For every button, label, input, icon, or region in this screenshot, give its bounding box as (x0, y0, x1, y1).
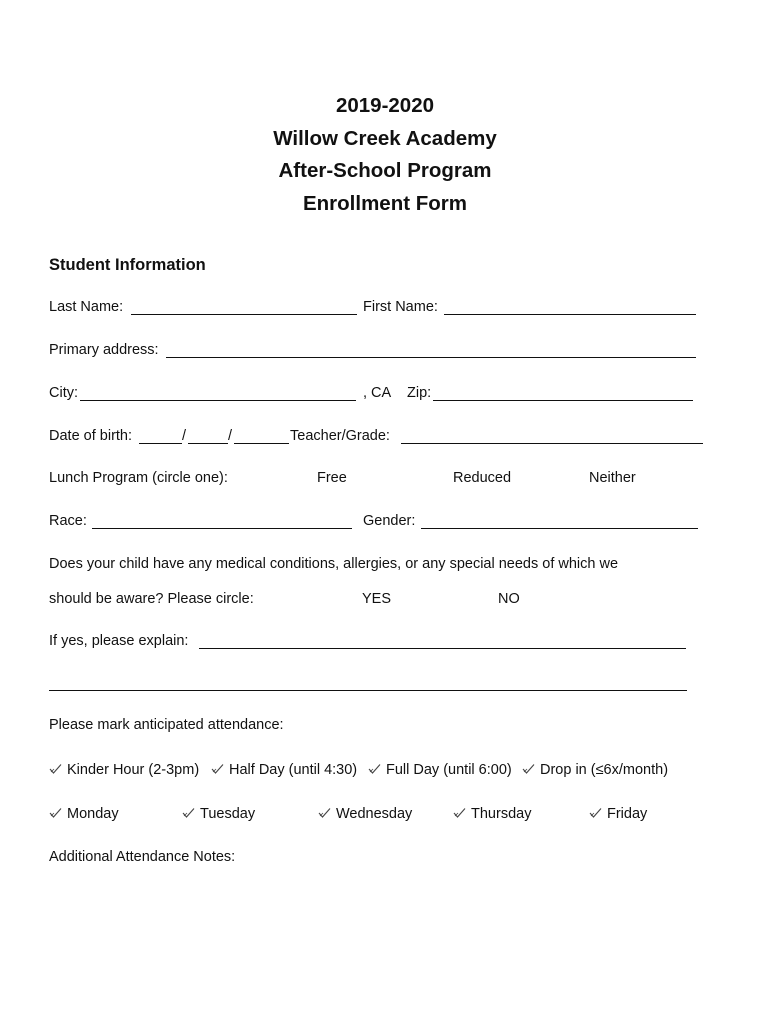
city-label: City: (49, 385, 78, 401)
race-field[interactable] (92, 528, 352, 529)
form-title (0, 90, 770, 220)
explain-field[interactable] (199, 648, 686, 649)
day-option-wednesday[interactable] (318, 806, 412, 822)
day-label: Friday (607, 806, 648, 822)
day-label: Monday (67, 806, 119, 822)
zip-field[interactable] (433, 400, 693, 401)
day-label: Thursday (471, 806, 532, 822)
day-label: Tuesday (200, 806, 256, 822)
attendance-notes-label: Additional Attendance Notes: (49, 849, 236, 865)
last-name-label: Last Name: (49, 299, 124, 315)
checkmark-icon (589, 807, 602, 819)
section-heading-student: Student Information (49, 256, 206, 274)
gender-field[interactable] (421, 528, 698, 529)
first-name-field[interactable] (444, 314, 696, 315)
attendance-option-half-day[interactable] (211, 762, 357, 778)
dob-year-field[interactable] (234, 443, 289, 444)
day-option-tuesday[interactable] (182, 806, 255, 822)
dob-month-field[interactable] (139, 443, 182, 444)
address-field[interactable] (166, 357, 696, 358)
zip-label: Zip: (407, 385, 432, 401)
teacher-grade-label: Teacher/Grade: (290, 428, 390, 444)
dob-separator: / (228, 428, 233, 444)
attendance-option-label: Kinder Hour (2-3pm) (67, 762, 200, 778)
attendance-option-kinder[interactable] (49, 762, 199, 778)
lunch-option-free[interactable]: Free (317, 470, 347, 486)
day-option-thursday[interactable] (453, 806, 531, 822)
lunch-option-reduced[interactable]: Reduced (453, 470, 512, 486)
address-label: Primary address: (49, 342, 159, 358)
medical-question: Does your child have any medical conditions, allergies, or any special needs of which we (49, 556, 619, 572)
day-option-friday[interactable] (589, 806, 647, 822)
explain-field-line2[interactable] (49, 690, 687, 691)
gender-label: Gender: (363, 513, 416, 529)
day-option-monday[interactable] (49, 806, 119, 822)
last-name-field[interactable] (131, 314, 357, 315)
attendance-option-label: Full Day (until 6:00) (386, 762, 512, 778)
lunch-option-neither[interactable]: Neither (589, 470, 636, 486)
title-program: After-School Program (278, 159, 492, 182)
medical-option-no[interactable]: NO (498, 591, 520, 607)
race-label: Race: (49, 513, 87, 529)
attendance-option-full-day[interactable] (368, 762, 512, 778)
title-school: Willow Creek Academy (273, 126, 497, 150)
checkmark-icon (49, 763, 62, 775)
day-label: Wednesday (336, 806, 413, 822)
checkmark-icon (522, 763, 535, 775)
city-field[interactable] (80, 400, 356, 401)
attendance-option-drop-in[interactable] (522, 762, 668, 778)
attendance-label: Please mark anticipated attendance: (49, 717, 284, 733)
teacher-grade-field[interactable] (401, 443, 703, 444)
attendance-option-label: Half Day (until 4:30) (229, 762, 358, 778)
checkmark-icon (211, 763, 224, 775)
first-name-label: First Name: (363, 299, 438, 315)
checkmark-icon (182, 807, 195, 819)
dob-day-field[interactable] (188, 443, 228, 444)
checkmark-icon (453, 807, 466, 819)
checkmark-icon (368, 763, 381, 775)
title-form: Enrollment Form (302, 191, 467, 215)
dob-separator: / (182, 428, 187, 444)
state-text: , CA (363, 385, 392, 401)
medical-question-cont: should be aware? Please circle: (49, 591, 254, 607)
checkmark-icon (318, 807, 331, 819)
explain-label: If yes, please explain: (49, 633, 189, 649)
attendance-option-label: Drop in (≤6x/month) (540, 762, 669, 778)
dob-label: Date of birth: (49, 428, 133, 444)
title-year: 2019-2020 (335, 94, 435, 117)
medical-option-yes[interactable]: YES (362, 591, 392, 607)
checkmark-icon (49, 807, 62, 819)
lunch-program-label: Lunch Program (circle one): (49, 470, 228, 486)
